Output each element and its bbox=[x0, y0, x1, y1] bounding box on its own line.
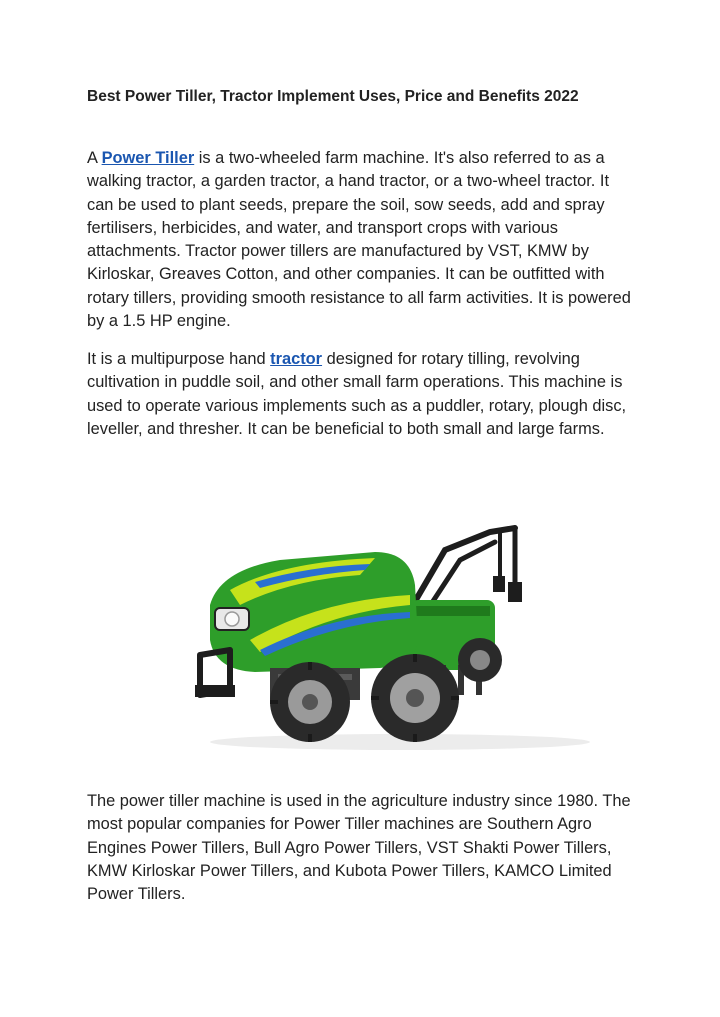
paragraph-history: The power tiller machine is used in the agriculture industry since 1980. The most popular companies for Power Tiller machines are Southern Agro Engines Power Tillers, Bull Agro Power Tillers, VST Shakti Power Tillers, KMW Kirloskar Power Tillers, and Kubota Power Tillers, KAMCO Limited Power Tillers. bbox=[87, 792, 631, 904]
paragraph-text: designed for rotary tilling, revolving cultivation in puddle soil, and other small farm operations. This machine is used to operate various implements such as a puddler, rotary, plough disc, leveller, and thresher. It can be beneficial to both small and large farms. bbox=[87, 350, 627, 438]
power-tiller-illustration bbox=[160, 490, 640, 755]
tractor-link[interactable]: tractor bbox=[270, 350, 323, 368]
paragraph-uses bbox=[87, 348, 632, 441]
paragraph-text: It is a multipurpose hand bbox=[87, 350, 271, 368]
power-tiller-image bbox=[160, 490, 640, 755]
document-title: Best Power Tiller, Tractor Implement Uses, Price and Benefits 2022 bbox=[87, 88, 579, 105]
power-tiller-link[interactable]: Power Tiller bbox=[101, 149, 195, 167]
paragraph-text: A bbox=[87, 149, 102, 167]
paragraph-intro bbox=[87, 147, 632, 333]
paragraph-text: is a two-wheeled farm machine. It's also referred to as a walking tractor, a garden tractor, a hand tractor, or a two-wheel tractor. It can be used to plant seeds, prepare the soil, sow seeds, add and spray fertilisers, herbicides, and water, and transport crops with various attachments. Tractor power tillers are manufactured by VST, KMW by Kirloskar, Greaves Cotton, and other companies. It can be outfitted with rotary tillers, providing smooth resistance to all farm activities. It is powered by a 1.5 HP engine. bbox=[87, 149, 631, 331]
